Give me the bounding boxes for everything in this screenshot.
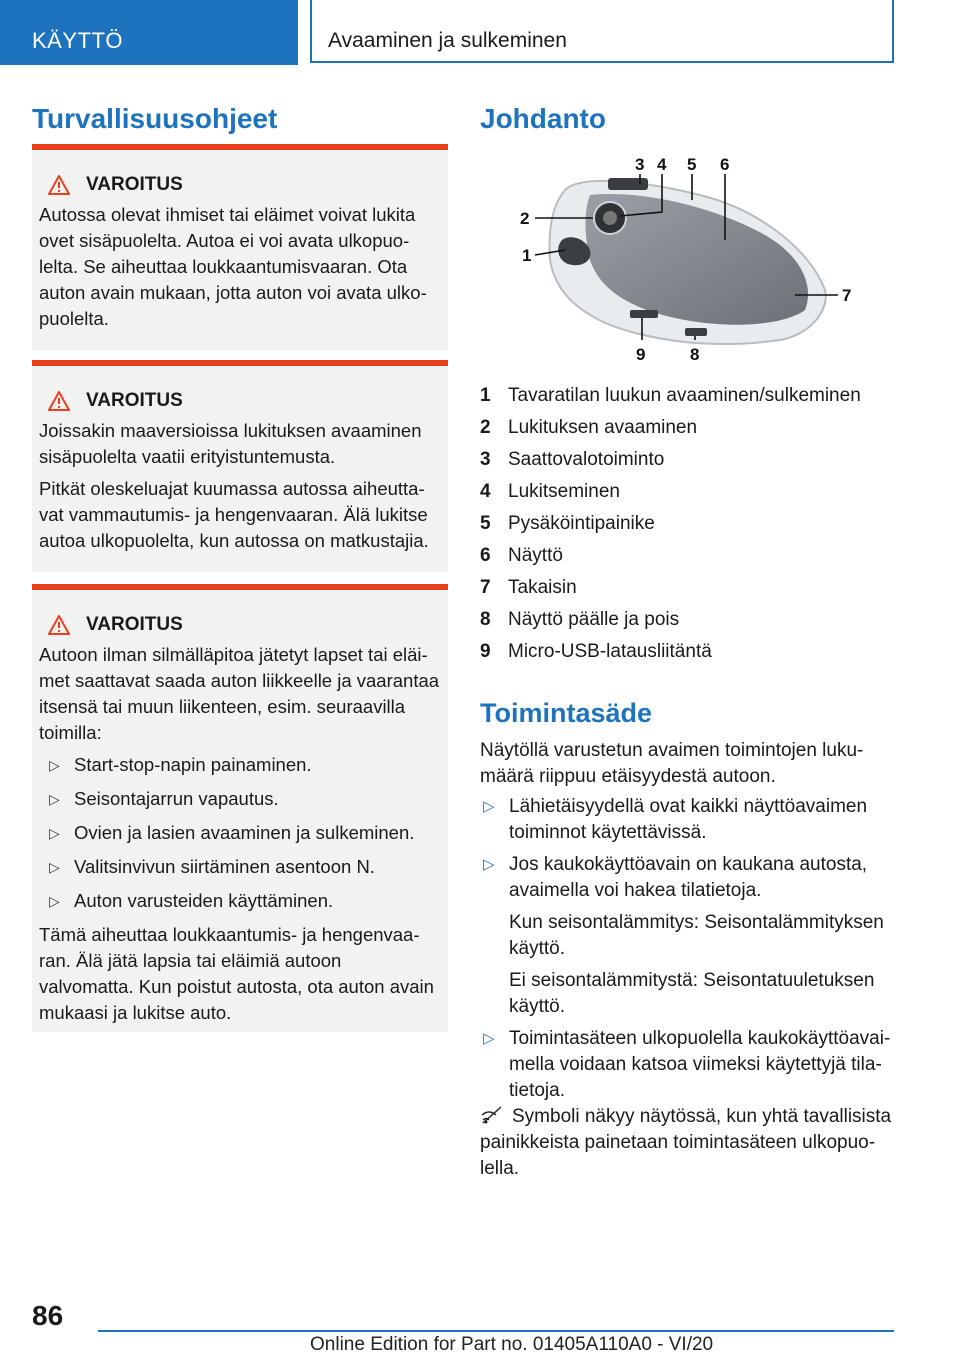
page-number: 86: [32, 1300, 64, 1331]
legend-item: 5 Pysäköintipainike: [480, 513, 655, 534]
figure-callout: 5: [687, 155, 697, 174]
legend-item: 8 Näyttö päälle ja pois: [480, 609, 680, 630]
warning-text: Autoon ilman silmälläpitoa jätetyt lapset tai eläimet saattavat saada auton liikkeelle ja vaarantaa itsensä tai muun liikenteen, esim. seuraavilla toimilla:: [39, 644, 440, 743]
warning-text: Autossa olevat ihmiset tai eläimet voivat lukita ovet sisäpuolelta. Autoa ei voi avata ulkopuolelta. Se aiheuttaa loukkaantumisvaaran. Ota auton avain mukaan, jotta auton voi avata ulkopuolelta.: [39, 204, 427, 329]
figure-legend: [480, 380, 920, 668]
list-item: ▷ Lähietäisyydellä ovat kaikki näyttöavaimen toiminnot käytettävissä.: [483, 796, 868, 843]
triangle-bullet-icon: ▷: [49, 757, 60, 773]
out-of-range-signal-icon: [480, 1105, 506, 1125]
triangle-bullet-icon: ▷: [483, 1030, 495, 1047]
legend-item: 2 Lukituksen avaaminen: [480, 417, 698, 438]
sub-paragraph: Kun seisontalämmitys: Seisontalämmityksen käyttö.: [509, 912, 884, 959]
warning-icon: [48, 615, 70, 635]
figure-callout: 4: [657, 155, 667, 174]
range-list: [480, 794, 900, 1110]
warning-bullet-list: [39, 752, 440, 914]
figure-callout: 8: [690, 345, 700, 364]
figure-callout: 3: [635, 155, 645, 174]
legend-item: 9 Micro-USB-latausliitäntä: [480, 641, 712, 662]
warning-box-2: [32, 360, 448, 572]
figure-callout: 2: [520, 209, 530, 228]
warning-box-1: [32, 144, 448, 350]
sub-paragraph: Ei seisontalämmitystä: Seisontatuuletuksen käyttö.: [509, 970, 875, 1017]
legend-item: 6 Näyttö: [480, 545, 563, 566]
warning-title: VAROITUS: [39, 172, 440, 198]
range-intro: Näytöllä varustetun avaimen toimintojen lukumäärä riippuu etäisyydestä autoon.: [480, 740, 864, 787]
header-chapter-label: Avaaminen ja sulkeminen: [328, 29, 567, 52]
warning-text: Pitkät oleskeluajat kuumassa autossa aiheuttavat vammautumis- ja hengenvaaran. Älä lukitse autoa ulkopuolelta, kun autossa on matkustajia.: [39, 478, 429, 551]
symbol-note: Symboli näkyy näytössä, kun yhtä tavallisista painikkeista painetaan toimintasäteen ulkopuolella.: [480, 1106, 892, 1179]
figure-callout: 6: [720, 155, 730, 174]
legend-item: 3 Saattovalotoiminto: [480, 449, 665, 470]
legend-item: 7 Takaisin: [480, 577, 577, 598]
footer-edition: Online Edition for Part no. 01405A110A0 - VI/20: [310, 1334, 714, 1355]
list-item: ▷ Auton varusteiden käyttäminen.: [39, 888, 440, 914]
legend-item: 4 Lukitseminen: [480, 481, 620, 502]
list-item: ▷ Toimintasäteen ulkopuolella kaukokäyttöavaimella voidaan katsoa viimeksi käytettyjä tilatietoja.: [483, 1028, 891, 1101]
triangle-bullet-icon: ▷: [483, 798, 495, 815]
header-section-label: KÄYTTÖ: [32, 28, 124, 53]
list-item: ▷ Jos kaukokäyttöavain on kaukana autosta, avaimella voi hakea tilatietoja. Kun seisontalämmitys: Seisontalämmityksen käyttö. Ei seisontalämmitystä: Seisontatuuletuksen käyttö.: [480, 852, 900, 1020]
warning-title: VAROITUS: [39, 612, 440, 638]
header-section-tab: [0, 0, 298, 65]
triangle-bullet-icon: ▷: [49, 825, 60, 841]
list-item: ▷ Seisontajarrun vapautus.: [39, 786, 440, 812]
list-item: ▷ Valitsinvivun siirtäminen asentoon N.: [39, 854, 440, 880]
triangle-bullet-icon: ▷: [483, 856, 495, 873]
warning-text: Joissakin maaversioissa lukituksen avaaminen sisäpuolelta vaatii erityistuntemusta.: [39, 420, 422, 467]
warning-text: Tämä aiheuttaa loukkaantumis- ja hengenvaaran. Älä jätä lapsia tai eläimiä autoon valvomatta. Kun poistut autosta, ota auton avain mukaasi ja lukitse auto.: [39, 924, 434, 1023]
triangle-bullet-icon: ▷: [49, 859, 60, 875]
warning-icon: [48, 175, 70, 195]
safety-heading: Turvallisuusohjeet: [32, 103, 278, 134]
display-key-illustration: [480, 150, 880, 375]
figure-callout: 1: [522, 246, 532, 265]
list-item: ▷ Start-stop-napin painaminen.: [39, 752, 440, 778]
range-heading: Toimintasäde: [480, 698, 653, 728]
footer-divider: [98, 1330, 894, 1332]
legend-item: 1 Tavaratilan luukun avaaminen/sulkeminen: [480, 385, 861, 406]
warning-icon: [48, 391, 70, 411]
header-chapter-tab: [310, 0, 894, 63]
warning-box-3: [32, 584, 448, 1032]
list-item: ▷ Ovien ja lasien avaaminen ja sulkeminen.: [39, 820, 440, 846]
triangle-bullet-icon: ▷: [49, 893, 60, 909]
intro-heading: Johdanto: [480, 103, 606, 134]
figure-callout: 7: [842, 286, 852, 305]
triangle-bullet-icon: ▷: [49, 791, 60, 807]
figure-callout: 9: [636, 345, 646, 364]
warning-title: VAROITUS: [39, 388, 440, 414]
